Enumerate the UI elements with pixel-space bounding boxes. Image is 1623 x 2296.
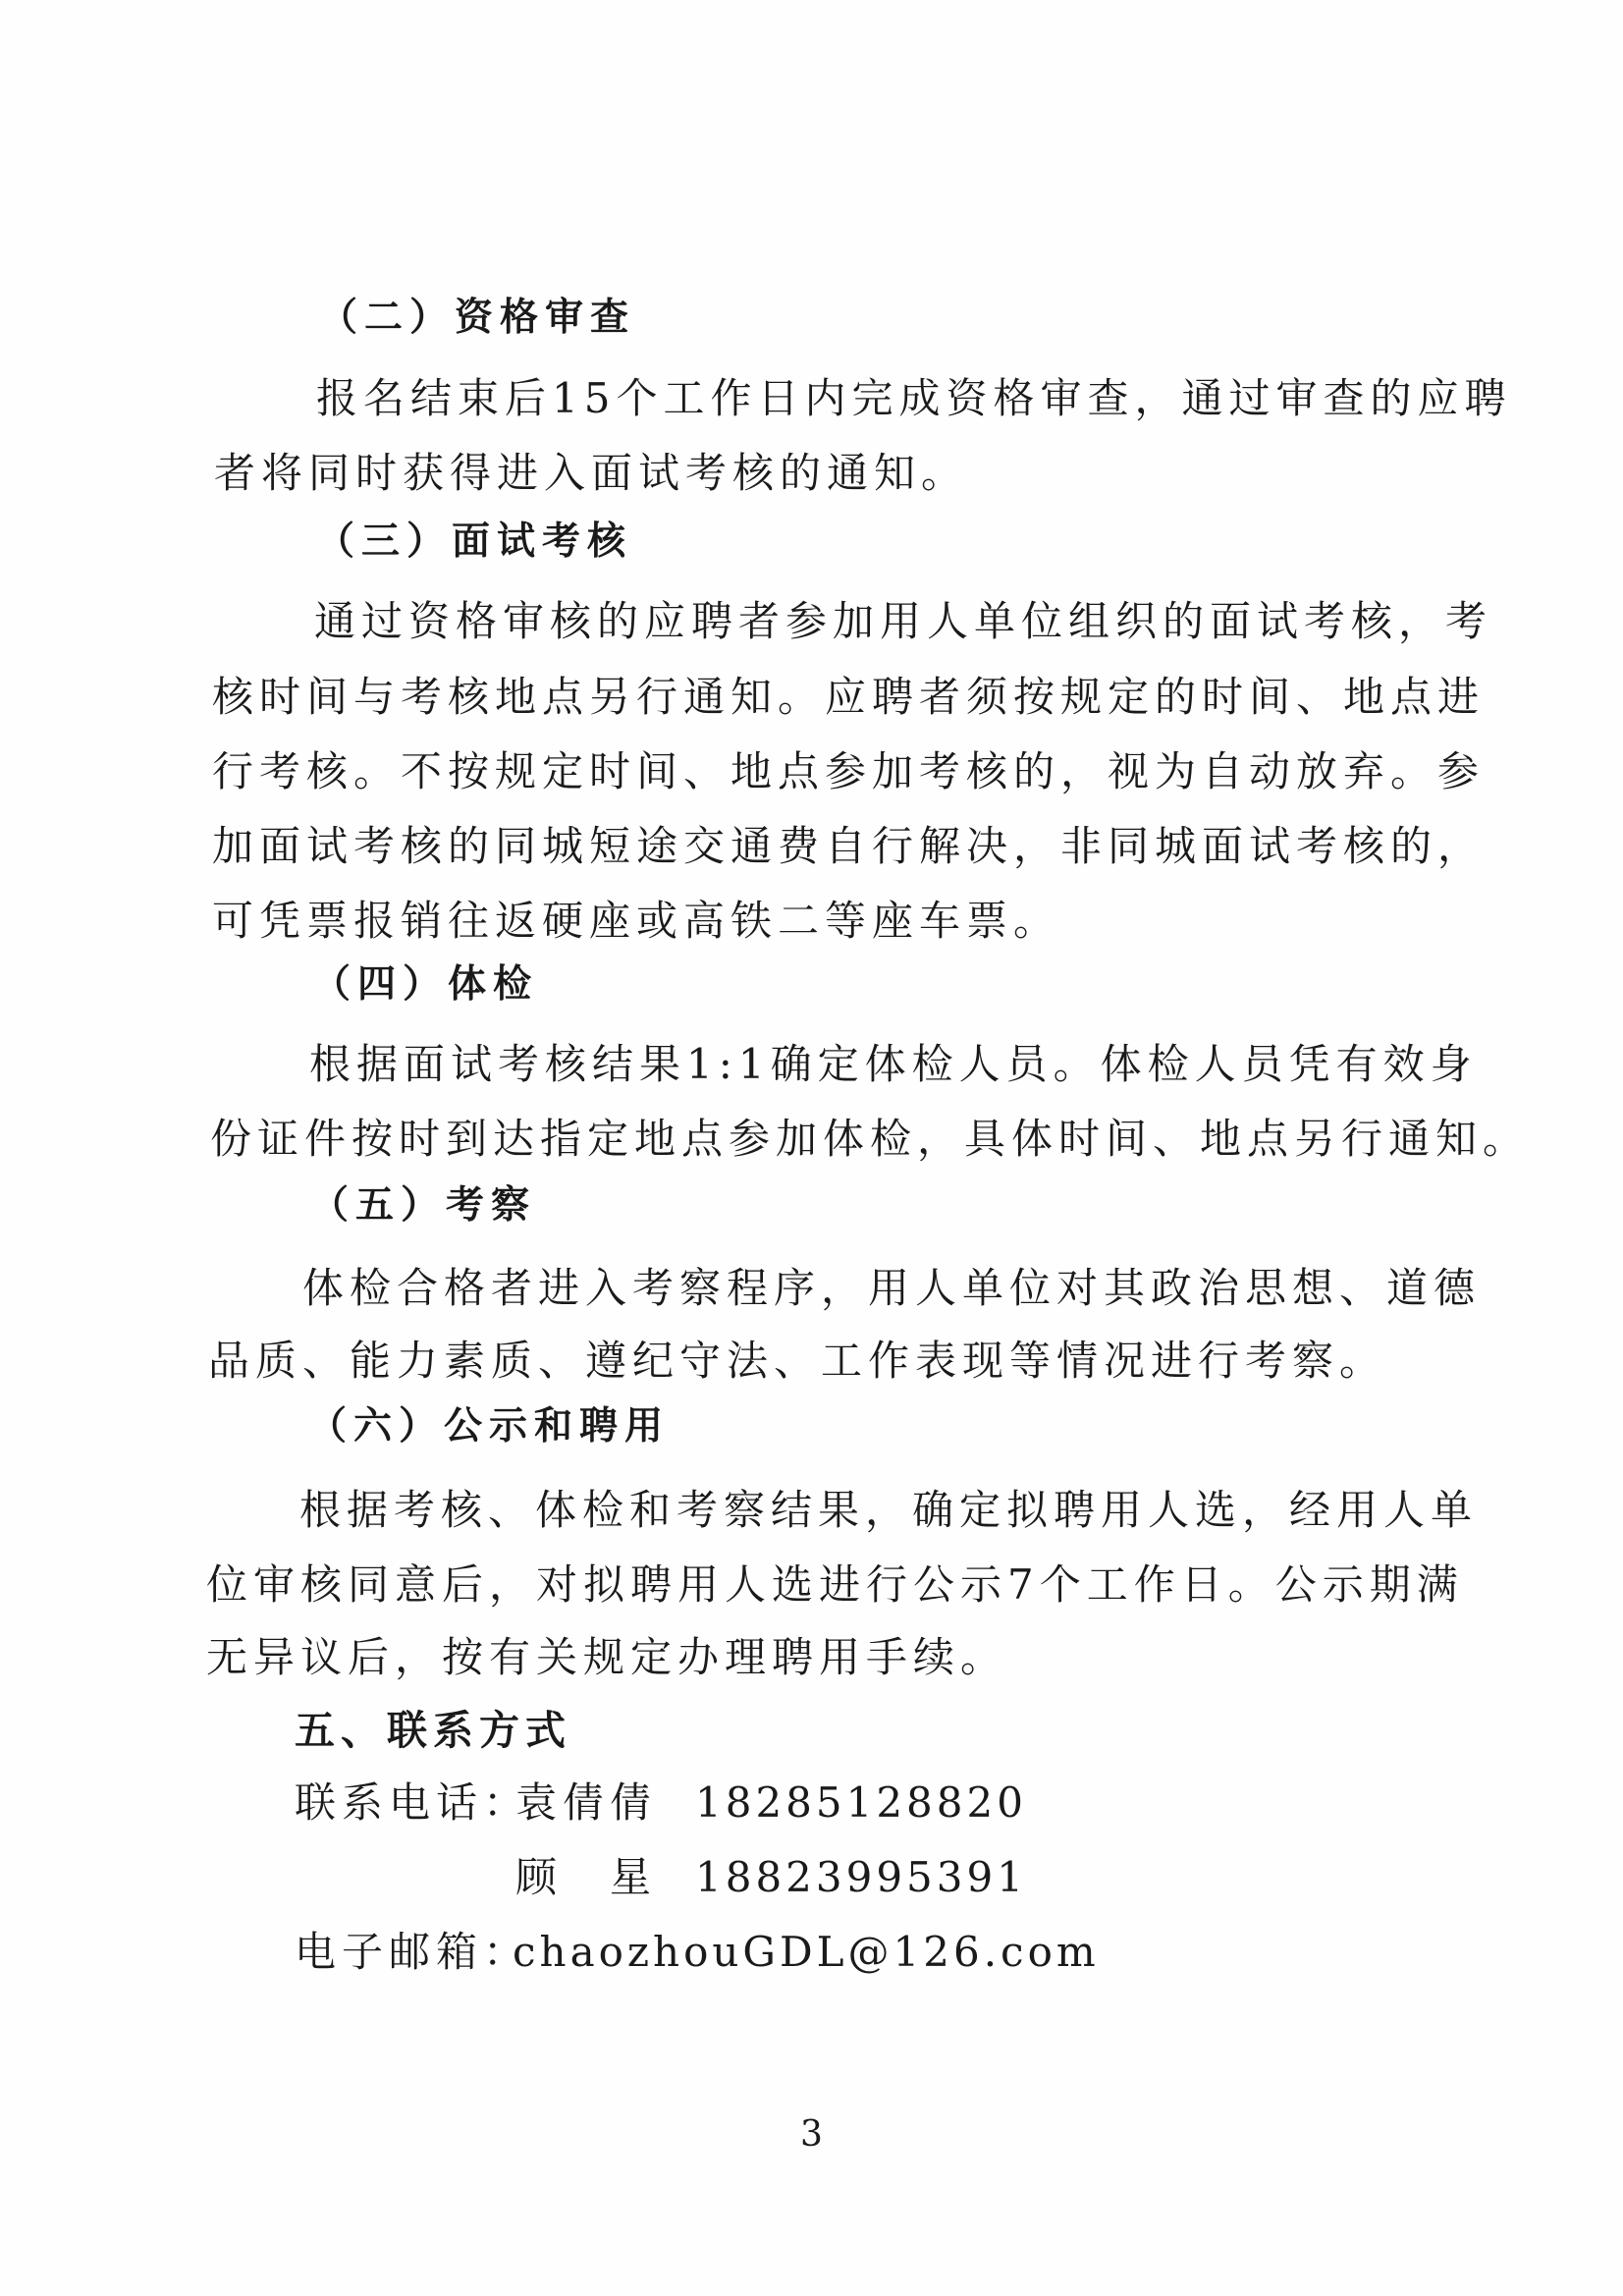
section-heading-publicity-hiring: （六）公示和聘用 [308, 1404, 671, 1449]
phone-label: 联系电话： [295, 1778, 531, 1827]
paragraph-line: 核时间与考核地点另行通知。应聘者须按规定的时间、地点进 [212, 673, 1486, 721]
paragraph-line: 行考核。不按规定时间、地点参加考核的，视为自动放弃。参 [212, 747, 1486, 795]
page-number: 3 [800, 2114, 823, 2155]
paragraph-line: 加面试考核的同城短途交通费自行解决，非同城面试考核的， [212, 822, 1486, 870]
paragraph-line: 者将同时获得进入面试考核的通知。 [214, 449, 969, 497]
section-heading-interview: （三）面试考核 [316, 519, 633, 564]
paragraph-line: 可凭票报销往返硬座或高铁二等座车票。 [212, 897, 1061, 945]
paragraph-line: 品质、能力素质、遵纪守法、工作表现等情况进行考察。 [208, 1337, 1387, 1385]
contact-phone: 18823995391 [695, 1853, 1027, 1901]
section-heading-qualification: （二）资格审查 [319, 296, 636, 340]
contact-name: 顾 星 [515, 1853, 658, 1901]
paragraph-line: 根据面试考核结果1:1确定体检人员。体检人员凭有效身 [309, 1040, 1478, 1088]
contact-heading: 五、联系方式 [295, 1707, 571, 1754]
paragraph-line: 通过资格审核的应聘者参加用人单位组织的面试考核，考 [314, 597, 1493, 645]
email-address: chaozhouGDL@126.com [513, 1928, 1100, 1976]
section-heading-physical-exam: （四）体检 [312, 962, 539, 1007]
paragraph-line: 体检合格者进入考察程序，用人单位对其政治思想、道德 [302, 1264, 1482, 1312]
paragraph-line: 位审核同意后，对拟聘用人选进行公示7个工作日。公示期满 [206, 1560, 1464, 1609]
paragraph-line: 份证件按时到达指定地点参加体检，具体时间、地点另行通知。 [210, 1115, 1531, 1163]
paragraph-line: 无异议后，按有关规定办理聘用手续。 [206, 1633, 1008, 1681]
contact-name: 袁倩倩 [515, 1778, 658, 1827]
paragraph-line: 根据考核、体检和考察结果，确定拟聘用人选，经用人单 [299, 1486, 1479, 1534]
paragraph-line: 报名结束后15个工作日内完成资格审查，通过审查的应聘 [316, 374, 1512, 422]
email-label: 电子邮箱： [295, 1928, 531, 1976]
contact-phone: 18285128820 [695, 1778, 1027, 1827]
section-heading-inspection: （五）考察 [310, 1183, 537, 1228]
